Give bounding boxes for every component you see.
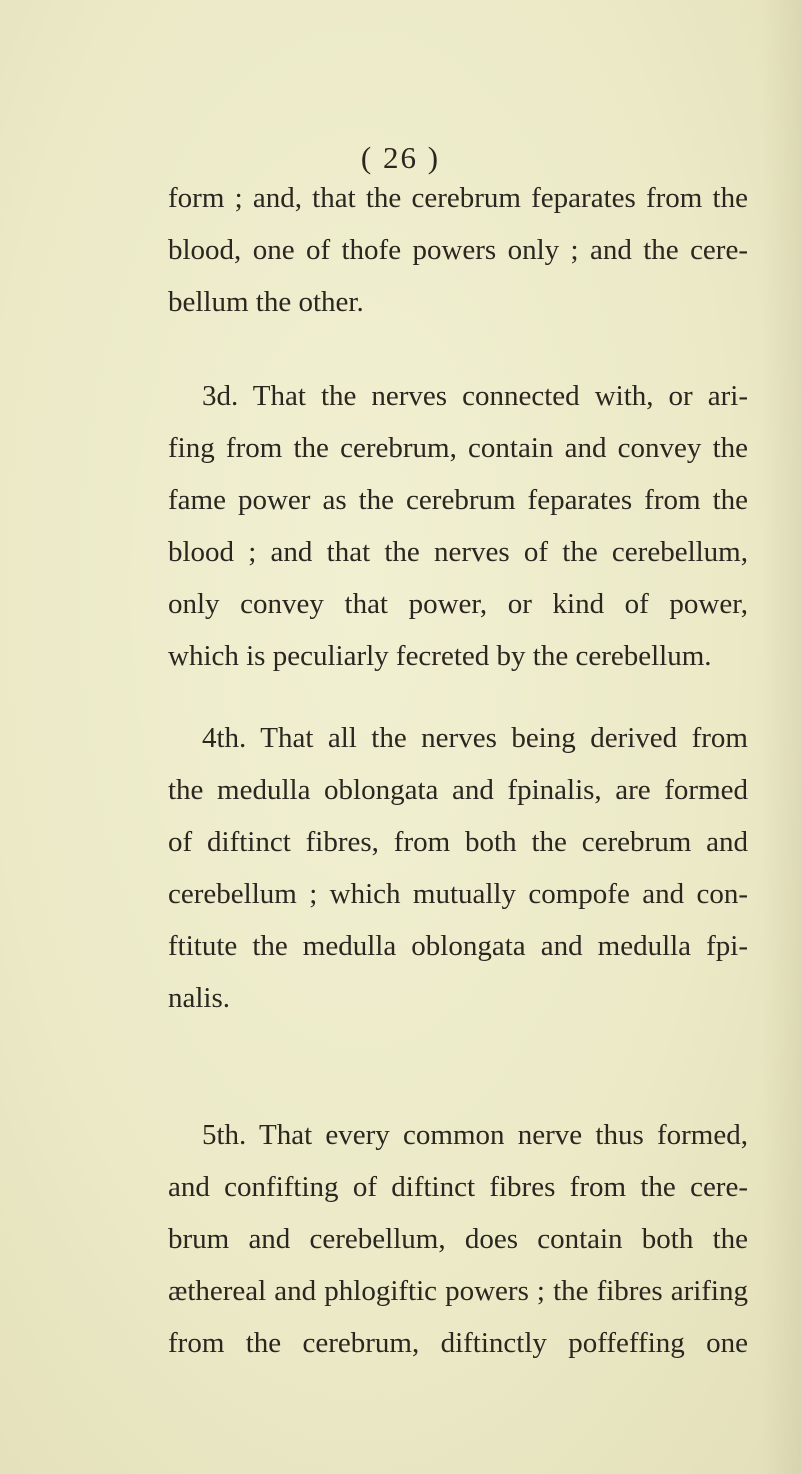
text-line: fing from the cerebrum, contain and convey the [168, 432, 748, 464]
text-line: which is peculiarly fecreted by the cerebellum. [168, 640, 712, 672]
text-line: form ; and, that the cerebrum feparates from the [168, 182, 748, 214]
text-line: fame power as the cerebrum feparates from the [168, 484, 748, 516]
text-line: 5th. That every common nerve thus formed, [202, 1119, 748, 1151]
page-number: ( 26 ) [360, 140, 441, 175]
paragraph-continuation [168, 172, 748, 328]
text-line: æthereal and phlogiftic powers ; the fibres arifing [168, 1275, 748, 1307]
text-line: the medulla oblongata and fpinalis, are formed [168, 774, 748, 806]
text-line: blood, one of thofe powers only ; and the cere- [168, 234, 748, 266]
text-line: 3d. That the nerves connected with, or ari- [202, 380, 748, 412]
text-line: from the cerebrum, diftinctly poffeffing one [168, 1327, 748, 1359]
text-line: nalis. [168, 982, 231, 1014]
text-line: ftitute the medulla oblongata and medulla fpi- [168, 930, 748, 962]
text-line: blood ; and that the nerves of the cerebellum, [168, 536, 748, 568]
text-line: bellum the other. [168, 286, 364, 318]
text-line: brum and cerebellum, does contain both the [168, 1223, 748, 1255]
paragraph-fifth-point [168, 1109, 748, 1369]
page-edge-shadow [761, 0, 801, 1474]
paragraph-third-point [168, 370, 748, 682]
paragraph-fourth-point [168, 712, 748, 1024]
text-line: and confifting of diftinct fibres from the cere- [168, 1171, 748, 1203]
text-line: of diftinct fibres, from both the cerebrum and [168, 826, 748, 858]
text-line: only convey that power, or kind of power, [168, 588, 748, 620]
text-line: cerebellum ; which mutually compofe and con- [168, 878, 748, 910]
text-line: 4th. That all the nerves being derived from [202, 722, 748, 754]
